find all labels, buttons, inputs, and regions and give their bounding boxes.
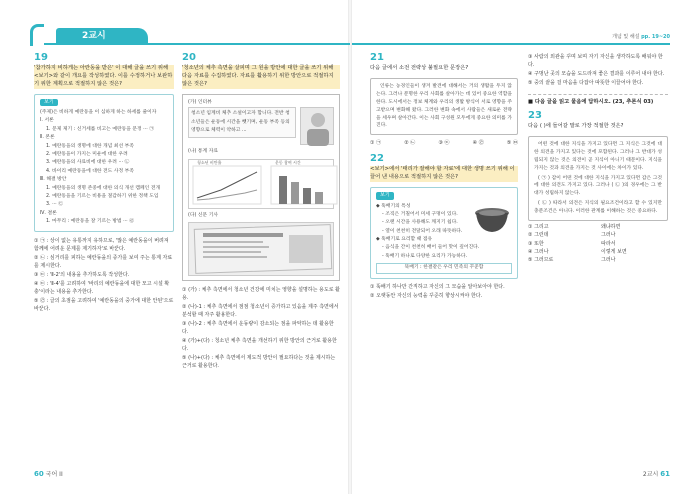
answer-option-value: 왜냐하면 (601, 224, 621, 231)
question-number: 23 (528, 109, 542, 121)
session-tab (56, 28, 148, 44)
answer-option[interactable]: ④ ㉣ (472, 140, 484, 147)
right-page-number (643, 469, 670, 480)
answer-option-value: 그러나 (601, 232, 616, 239)
info-line: - 뚝배기 하나로 다양한 요리가 가능하다. (382, 253, 468, 259)
answer-option[interactable]: ④ 구멍난 곳의 모습을 도드라져 좋은 결과를 이루어 내야 한다. (528, 71, 665, 77)
ttukbaegi-icon (473, 204, 511, 234)
answer-option-value: 따라서 (601, 240, 616, 247)
answer-option[interactable]: ⑤ 그러므로 (528, 257, 554, 264)
outline-line: 2. 예란동을을 기르는 비용을 절감하기 위한 정책 도입 (46, 193, 159, 199)
chart-title: 운동 참여 시간 (275, 159, 301, 165)
passage-box (528, 136, 668, 221)
passage-paragraph: 어떤 것에 대한 지식을 가지고 있다면 그 지식은 그것에 대한 의견을 가지고 있다는 것에 포함된다. 그러나 그 반대가 성립되지 않는 것은 의견이 곧 지식이 아니기 때문이다. 지식을 가지는 것과 의견을 가지는 것 사이에는 차이가 있다. (534, 141, 662, 171)
page-number: 61 (660, 470, 670, 479)
answer-option[interactable]: ① ㉠ : 상이 없는 유통까지 유하므로, '많은 예란동을이 버려져 함께에 어려운 문제를 제기하자'로 바꾼다. (34, 237, 169, 252)
answer-options (34, 237, 174, 313)
person-illustration (301, 108, 335, 146)
outline-line: 3. 예란동을의 사료비에 대한 우려 ··· ㉡ (46, 160, 130, 166)
page-fold (348, 0, 352, 494)
answer-option[interactable]: ⑤ ㉤ (506, 140, 518, 147)
question-prompt: '참가하지 비하게는 아란동을 받은' 이 대해 글을 쓰기 위해 <보기>와 같이 개요를 작성하였다. 이를 수정하거나 보완하기 위한 계획으로 적절하지 않은 것은? (34, 65, 173, 87)
group-title: ■ 다음 글을 읽고 물음에 답하시오. (23, 추론식 03) (528, 99, 654, 105)
ttukbaegi-box-title: 보기 (376, 192, 394, 199)
newspaper-illustration (189, 223, 337, 275)
question-prompt: '청소년의 체추 측면을 살피며 그 원을 방안에 대한 글을 쓰기 위해 다음 자료를 수집하였다. 자료를 활용하기 위한 방안으로 적절하지 않은 것은? (182, 65, 340, 89)
statistics-svg (189, 160, 341, 208)
outline-line: 1. 예란동을의 생명 존중에 대한 의식 개선 캠페인 전개 (46, 185, 161, 191)
newspaper-clipping (188, 222, 334, 276)
question-21 (370, 52, 518, 147)
header-decoration (30, 24, 44, 46)
interview-text: 청소년 임계비 체추 소설이고자 합니다. 전반 청소년들은 운동에 시간을 뺏기며, 운동 부족 등의 영향으로 체력이 약하고 ... (188, 107, 296, 138)
question-number: 22 (370, 153, 384, 165)
answer-option[interactable]: ⑤ 중의 끝을 걸 마음을 다잡아 따뜻한 이끌어야 한다. (528, 80, 644, 86)
answer-option[interactable]: ③ (나)-2 : 체추 측면에서 운동량이 감소되는 점을 파악하는 데 활용한다. (182, 320, 334, 335)
question-22 (370, 153, 518, 299)
question-number: 21 (370, 52, 384, 63)
bar (315, 192, 323, 204)
page-label: 국어 II (45, 471, 63, 479)
answer-option[interactable]: ② ㉡ : 심거리를 피하는 예란동을의 증가를 보여 주는 통계 자료를 제시한다. (34, 254, 173, 269)
header-rule-left (44, 43, 350, 45)
material-label: (나) 통계 자료 (188, 149, 218, 155)
outline-line: 1. 문제 제기 : 신거세를 비고는 예란동을 문정 ··· ㉠ (46, 126, 155, 132)
answer-option[interactable]: ④ 그러나 (528, 248, 549, 255)
outline-line: 1. 예란동을의 생명에 대한 개념 최선 부족 (46, 143, 134, 149)
outline-line: 1. 마무리 : 예란동을 잘 기르는 방법 ··· ㉣ (46, 219, 135, 225)
material-label: (다) 신문 기사 (188, 212, 218, 218)
outline-line: Ⅱ. 본론 (40, 135, 55, 141)
ttukbaegi-box (370, 187, 518, 278)
answer-option[interactable]: ① (가) : 체추 측면에서 청소년 건강에 미치는 영향을 설명하는 용도로 활용. (182, 286, 340, 301)
answer-option[interactable]: ① ㉠ (370, 140, 382, 147)
passage-text: 인류는 농경인들이 생겨 발견에 대해서는 거의 생활을 두지 않는다. 그러나 분명한 우리 사회를 살아가는 데 있어 중요한 역할을 한다. 도시에서는 정보 체계와 우리의 생활 방식이 서로 영향을 주고받으며 변화해 왔다. 그러한 변화 속에서 사람들은 새로운 전략을 세우며 살아간다. 이는 사회 구성원 모두에게 중요한 의미를 가진다. (376, 83, 512, 129)
material-label: (가) 인터뷰 (188, 99, 212, 105)
info-line: - 조직은 거칠어서 미세 구멍이 있다. (382, 211, 458, 217)
bar (291, 182, 299, 204)
line-chart-frame (193, 166, 261, 204)
outline-line: 4. 바이리 예란동을에 대한 전도 사정 부족 (46, 168, 134, 174)
question-20 (182, 52, 340, 370)
answer-reference-pages: pp. 19~20 (641, 34, 670, 40)
statistics-charts (188, 159, 334, 209)
answer-option[interactable]: ⑤ ㉣ : 글의 초점을 고려하여 '예란동을의 중가에 대한 안된'으로 바꾼다. (34, 297, 174, 312)
page-number: 60 (34, 470, 44, 479)
header-rule-right (352, 43, 670, 45)
bar (279, 176, 287, 204)
passage-paragraph: ( ㉠ ) 갑이 어떤 것에 대한 지식을 가지고 있다면 갑은 그것에 대한 의견도 가지고 있다. 그러나 ( ㉡ )의 경우에는 그 반대가 성립하지 않는다. (534, 175, 662, 197)
answer-option[interactable]: ⑤ (나)+(다) : 체추 측면에서 제도적 방안이 필요하다는 것을 제시하는 근거로 활용한다. (182, 354, 336, 369)
question-19 (34, 52, 174, 313)
answer-option[interactable]: ④ ㉢ : 'Ⅱ-4'를 고려하여 '바리의 예란동을에 대한 모고 시설 확충'이라는 내용을 추가한다. (34, 280, 170, 295)
interviewee-photo (300, 107, 334, 145)
q22-continued-options (528, 53, 668, 87)
question-number: 19 (34, 52, 48, 63)
outline-line: Ⅰ. 서론 (40, 118, 54, 124)
info-line: ◆ 뚝배기의 특성 (376, 203, 411, 209)
info-line: - 오랜 시간을 사용해도 깨지기 쉽다. (382, 220, 458, 226)
page-label: 2교시 (642, 471, 659, 479)
answer-option[interactable]: ① 그리고 (528, 224, 549, 231)
outline-line: 2. 예란동을이 가지는 미운에 대한 우려 (46, 152, 128, 158)
answer-option[interactable]: ① 뚝배기 하나만 간직하고 자신의 그 모습을 알아보아야 한다. (370, 283, 505, 290)
answer-option[interactable]: ③ ㉢ : 'Ⅱ-2'의 내용을 추가하도록 작성한다. (34, 271, 130, 278)
info-summary: 뚝배기 : 한결같은 우리 민족의 꾸준함 (376, 263, 512, 273)
answer-options (182, 286, 340, 370)
passage-paragraph: ( ㉡ ) 따라서 의견은 지식의 필요조건이라고 할 수 있지만 충분조건은 아니다. 이러한 관계를 이해하는 것은 중요하다. (534, 201, 662, 215)
questions-21-22 (370, 52, 518, 300)
answer-option-value: 그러나 (601, 257, 616, 264)
outline-line: (주제)은 비하게 예란동을 이 심하게 하는 하세를 줄이자 (40, 110, 157, 116)
info-line: - 음식을 간이 천천히 배어 들어 맛이 깊어진다. (382, 245, 480, 251)
outline-line: Ⅲ. 해결 방안 (40, 177, 67, 183)
group-instruction (528, 94, 668, 107)
question-prompt: 다음 ( )에 들어갈 말로 가장 적절한 것은? (528, 122, 624, 129)
question-23-column (528, 52, 668, 264)
session-tab-label: 2교시 (82, 31, 106, 41)
answer-option[interactable]: ③ 또한 (528, 240, 544, 247)
left-page-number (34, 469, 63, 480)
passage-box (370, 78, 518, 135)
bar (303, 188, 311, 204)
chart-title: 청소년 비만율 (197, 159, 222, 165)
answer-option-value: 이렇게 보면 (601, 248, 627, 255)
answer-reference (612, 34, 670, 41)
question-prompt: 다음 글에서 소전 전략상 불필요한 문장은? (370, 65, 469, 71)
answer-options (370, 283, 518, 300)
answer-options (370, 138, 518, 147)
answer-option[interactable]: ② (나)-1 : 체추 측면에서 점점 청소년이 증가하고 있음을 제주 측면에서 분석할 때 자주 활용한다. (182, 303, 339, 318)
answer-option[interactable]: ③ 사람의 외관을 꾸며 보며 자기 자신을 생각하도록 배워야 한다. (528, 54, 663, 68)
question-prompt: <보기>에서 '태리가 잘해야 할 자료'에 대한 생명 쓰기 위해 이끌어 낸 내용으로 적절하지 않은 것은? (370, 166, 518, 182)
question-number: 20 (182, 52, 196, 63)
answer-option[interactable]: ② 오랫동안 자신의 능력을 꾸준히 향상시켜야 한다. (370, 292, 483, 299)
answer-option[interactable]: ④ (가)+(다) : 청소년 체추 측면을 개선하기 위한 방안의 근거로 활용한다. (182, 337, 337, 352)
answer-reference-label: 개념 및 해설 (612, 34, 640, 40)
outline-box (34, 94, 174, 232)
info-line: ◆ 뚝배기로 요리할 때 점유 (376, 237, 433, 243)
outline-line: Ⅳ. 결론 (40, 210, 57, 216)
info-line: - 열이 천천히 전달되어 오래 따뜻하다. (382, 228, 463, 234)
answer-option[interactable]: ③ ㉢ (438, 140, 450, 147)
outline-line: 3. ··· ㉢ (46, 202, 63, 208)
materials-box (182, 94, 340, 281)
outline-box-title: 보기 (40, 99, 58, 106)
answer-option[interactable]: ② ㉡ (404, 140, 416, 147)
interview-block (188, 107, 334, 145)
answer-options (528, 224, 668, 264)
answer-option[interactable]: ② 그런데 (528, 232, 549, 239)
